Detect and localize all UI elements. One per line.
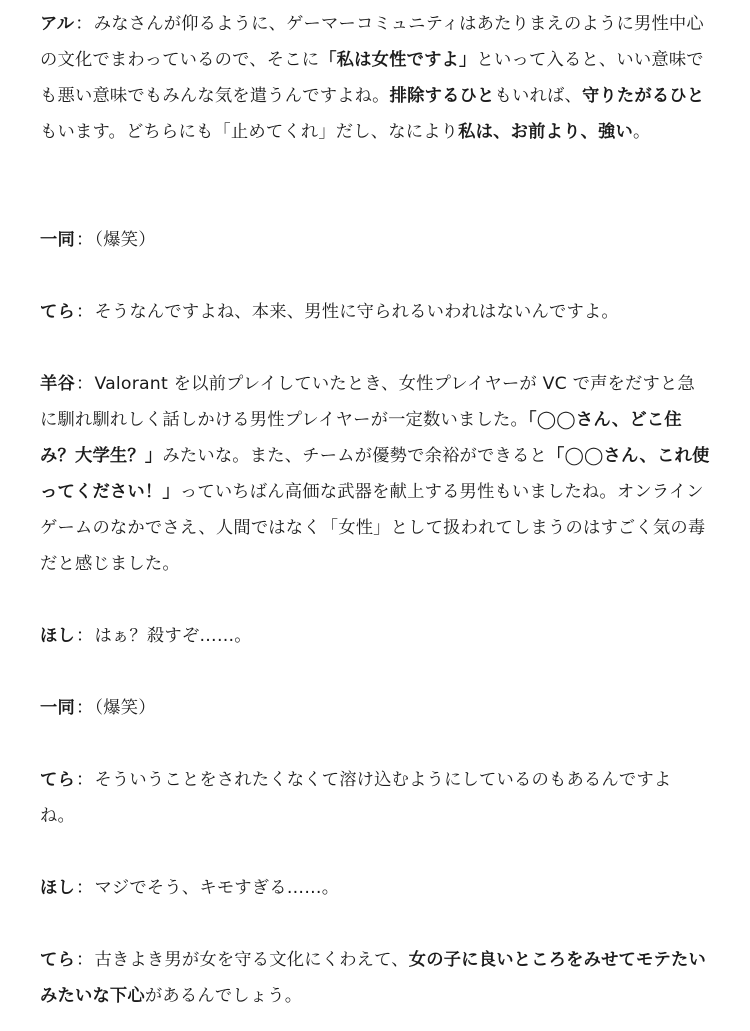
speaker-name: 羊谷 [40,374,75,394]
dialogue-paragraph [40,762,700,834]
emphasis-text: 「◯◯さん、これ使ってください！」 [40,446,710,502]
speaker-separator: ： [75,374,94,394]
dialogue-text: そういうことをされたくなくて溶け込むようにしているのもあるんですよね。 [40,770,672,826]
dialogue-text: マジでそう、キモすぎる……。 [94,878,340,898]
emphasis-text: 排除するひと [389,86,495,106]
dialogue-text: 古きよき男が女を守る文化にくわえて、 [94,950,409,970]
emphasis-text: 強い [598,122,634,142]
speaker-name: 一同 [40,230,75,250]
speaker-separator: ： [75,302,94,322]
dialogue-paragraph [40,366,712,582]
speaker-separator: ： [75,770,94,790]
dialogue-paragraph [40,6,712,150]
speaker-separator: ： [75,878,94,898]
speaker-name: ほし [40,878,75,898]
emphasis-text: 私は [458,122,494,142]
dialogue-paragraph [40,222,712,258]
speaker-name: 一同 [40,698,75,718]
emphasis-text: お前より [510,122,581,142]
speaker-name: アル [40,14,75,34]
dialogue-text: みなさんが仰るように、ゲーマーコミュニティはあたりまえのように男性中心の文化でまわっているので、そこに [40,14,704,70]
speaker-name: ほし [40,626,75,646]
dialogue-paragraph [40,618,712,654]
emphasis-text: 、 [493,122,511,142]
speaker-separator: ： [75,626,94,646]
dialogue-paragraph [40,870,712,906]
speaker-separator: ： [75,950,94,970]
dialogue-paragraph [40,690,712,726]
dialogue-text: はぁ？殺すぞ……。 [94,626,252,646]
dialogue-paragraph [40,942,712,1014]
speaker-name: てら [40,770,75,790]
dialogue-text: みたいな。また、チームが優勢で余裕ができると [162,446,547,466]
speaker-name: てら [40,950,75,970]
dialogue-text: もいれば、 [494,86,582,106]
dialogue-paragraph [40,294,712,330]
dialogue-text: 。 [633,122,651,142]
dialogue-text: があるんでしょう。 [144,986,303,1006]
emphasis-text: 守りたがるひと [581,86,705,106]
speaker-separator: ： [75,698,94,718]
dialogue-text: （爆笑） [94,698,156,718]
speaker-name: てら [40,302,75,322]
dialogue-text: っていちばん高価な武器を献上する男性もいましたね。オンラインゲームのなかでさえ、人間ではなく「女性」として扱われてしまうのはすごく気の毒だと感じました。 [40,482,706,574]
emphasis-text: 「◯◯さん、どこ住み？大学生？」 [40,410,682,466]
dialogue-text: そうなんですよね、本来、男性に守られるいわれはないんですよ。 [94,302,619,322]
dialogue-text: Valorant を以前プレイしていたとき、女性プレイヤーが VC で声をだすと急に馴れ馴れしく話しかける男性プレイヤーが一定数いました。 [40,374,695,430]
emphasis-text: 、 [580,122,599,142]
dialogue-text: （爆笑） [94,230,156,250]
emphasis-text: 女の子に良いところをみせてモテたいみたいな下心 [40,950,706,1006]
dialogue-text: といって入ると、いい意味でも悪い意味でもみんな気を遣うんですよね。 [40,50,704,106]
speaker-separator: ： [75,14,93,34]
emphasis-text: 「私は女性ですよ」 [319,50,477,70]
speaker-separator: ： [75,230,94,250]
dialogue-text: もいます。どちらにも「止めてくれ」だし、なにより [40,122,459,142]
